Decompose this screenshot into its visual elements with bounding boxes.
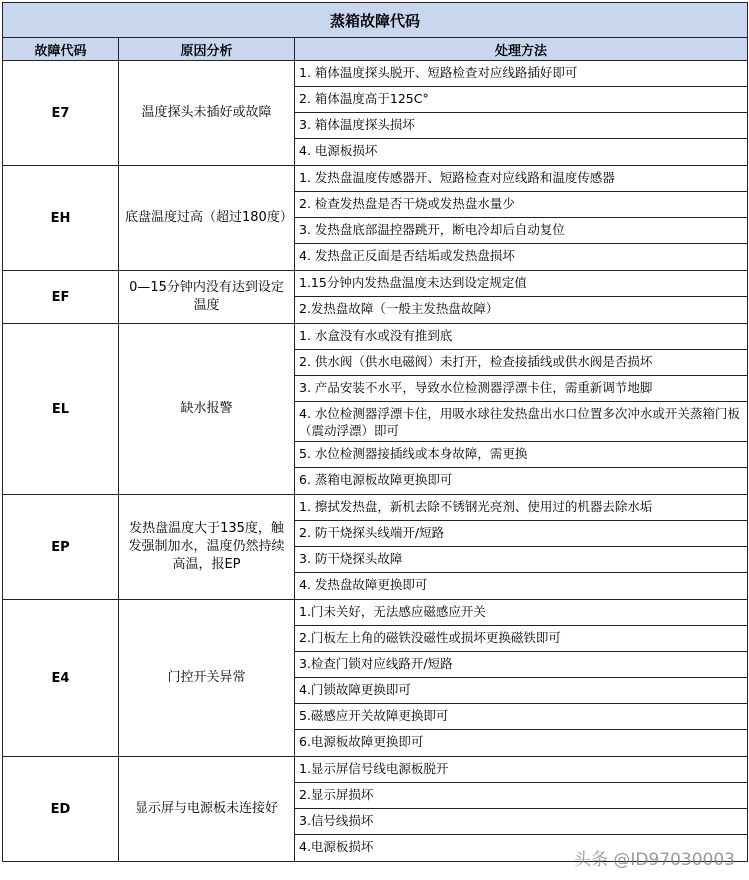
step-item: 2. 检查发热盘是否干烧或发热盘水量少 (295, 192, 747, 218)
fault-code: EH (3, 166, 119, 271)
fault-code: EP (3, 495, 119, 600)
fault-code: EL (3, 324, 119, 495)
watermark: 头条 @ID97030003 (573, 850, 735, 870)
fault-cause: 底盘温度过高（超过180度） (119, 166, 295, 271)
step-item: 1. 擦拭发热盘，新机去除不锈钢光亮剂、使用过的机器去除水垢 (295, 495, 747, 521)
step-item: 5.磁感应开关故障更换即可 (295, 704, 747, 730)
step-item: 2.门板左上角的磁铁没磁性或损坏更换磁铁即可 (295, 626, 747, 652)
step-item: 2.显示屏损坏 (295, 783, 747, 809)
step-item: 6.电源板故障更换即可 (299, 734, 424, 749)
table-row (3, 324, 748, 495)
step-item: 1. 发热盘温度传感器开、短路检查对应线路和温度传感器 (295, 166, 747, 192)
table-row (3, 495, 748, 600)
step-item: 3.检查门锁对应线路开/短路 (295, 652, 747, 678)
header-solution: 处理方法 (295, 38, 748, 61)
fault-steps (295, 166, 748, 271)
table-row (3, 600, 748, 757)
step-item: 3. 箱体温度探头损坏 (295, 113, 747, 139)
step-item: 3. 产品安装不水平，导致水位检测器浮漂卡住，需重新调节地脚 (295, 376, 747, 402)
fault-cause: 缺水报警 (119, 324, 295, 495)
fault-steps (295, 271, 748, 324)
fault-cause: 发热盘温度大于135度，触发强制加水，温度仍然持续高温，报EP (119, 495, 295, 600)
table-title: 蒸箱故障代码 (3, 3, 748, 38)
step-item: 1. 箱体温度探头脱开、短路检查对应线路插好即可 (295, 61, 747, 87)
step-item: 4.门锁故障更换即可 (295, 678, 747, 704)
header-code: 故障代码 (3, 38, 119, 61)
step-item: 4. 发热盘正反面是否结垢或发热盘损坏 (299, 248, 515, 263)
fault-steps (295, 324, 748, 495)
step-item: 3. 发热盘底部温控器跳开，断电冷却后自动复位 (295, 218, 747, 244)
table-row (3, 271, 748, 324)
table-row (3, 166, 748, 271)
header-cause: 原因分析 (119, 38, 295, 61)
fault-code: EF (3, 271, 119, 324)
step-item: 1. 水盒没有水或没有推到底 (295, 324, 747, 350)
step-item: 1.15分钟内发热盘温度未达到设定规定值 (295, 271, 747, 297)
step-item: 2.发热盘故障（一般主发热盘故障） (299, 301, 499, 316)
step-item: 3. 防干烧探头故障 (295, 547, 747, 573)
step-item: 4.电源板损坏 (299, 839, 374, 854)
fault-steps (295, 600, 748, 757)
step-item: 2. 箱体温度高于125C° (295, 87, 747, 113)
step-item: 4. 发热盘故障更换即可 (299, 577, 428, 592)
step-item: 3.信号线损坏 (295, 809, 747, 835)
fault-cause: 门控开关异常 (119, 600, 295, 757)
fault-code: ED (3, 757, 119, 862)
fault-cause: 温度探头未插好或故障 (119, 61, 295, 166)
fault-code: E4 (3, 600, 119, 757)
step-item: 2. 供水阀（供水电磁阀）未打开，检查接插线或供水阀是否损坏 (295, 350, 747, 376)
step-item: 6. 蒸箱电源板故障更换即可 (299, 472, 453, 487)
fault-steps (295, 61, 748, 166)
fault-steps (295, 495, 748, 600)
fault-code-table (2, 2, 748, 862)
fault-cause: 显示屏与电源板未连接好 (119, 757, 295, 862)
step-item: 2. 防干烧探头线端开/短路 (295, 521, 747, 547)
step-item: 1.门未关好，无法感应磁感应开关 (295, 600, 747, 626)
table-row (3, 61, 748, 166)
step-item: 5. 水位检测器接插线或本身故障，需更换 (295, 442, 747, 468)
step-item: 4. 水位检测器浮漂卡住，用吸水球往发热盘出水口位置多次冲水或开关蒸箱门板（震动浮漂）即可 (295, 402, 747, 442)
fault-cause: 0—15分钟内没有达到设定温度 (119, 271, 295, 324)
step-item: 4. 电源板损坏 (299, 143, 378, 158)
fault-code: E7 (3, 61, 119, 166)
step-item: 1.显示屏信号线电源板脱开 (295, 757, 747, 783)
